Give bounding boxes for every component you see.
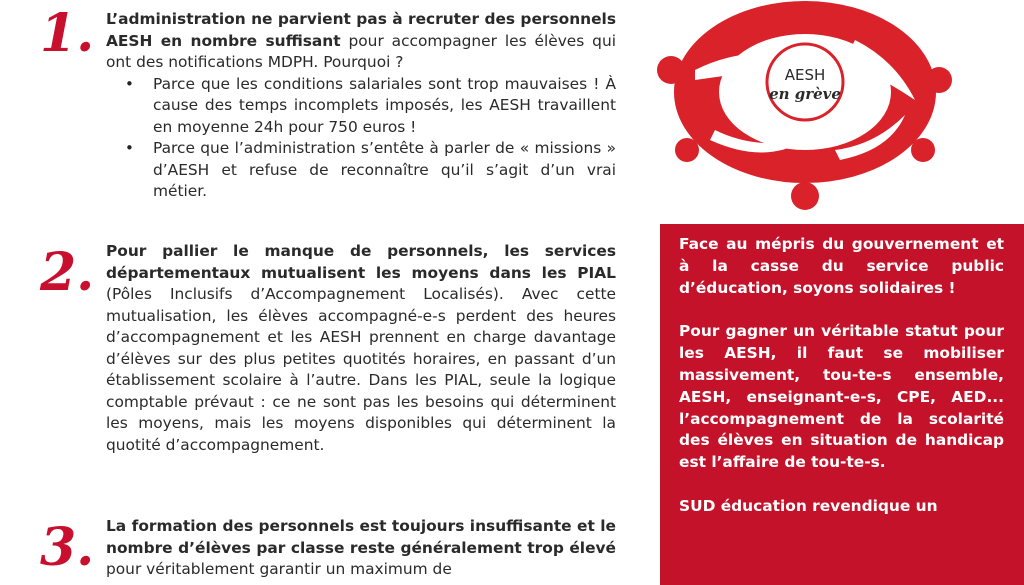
lifebuoy-people-icon bbox=[655, 0, 955, 210]
sidebar-paragraph-3: SUD éducation revendique un bbox=[679, 496, 938, 515]
section-3 bbox=[106, 516, 616, 581]
sidebar-paragraph-2: Pour gagner un véritable statut pour les AESH, il faut se mobiliser massivement, tou-te-s ensemble, AESH, enseignant-e-s, CPE, AED... l’accompagnement de la scolarité des élèves en situation de handicap est l’affaire de tou-te-s. bbox=[679, 322, 1004, 472]
sidebar-paragraph-1: Face au mépris du gouvernement et à la casse du service public d’éducation, soyons solidaires ! bbox=[679, 235, 1004, 297]
logo-line-2: en grève bbox=[769, 85, 841, 103]
section-number-2: 2. bbox=[40, 242, 95, 303]
logo-line-1: AESH bbox=[784, 66, 826, 84]
section-3-intro-rest: pour véritablement garantir un maximum de bbox=[106, 560, 452, 578]
section-3-intro-bold: La formation des personnels est toujours insuffisante et le nombre d’élèves par classe reste généralement trop élevé bbox=[106, 517, 616, 557]
section-2 bbox=[106, 241, 616, 456]
section-1-bullet-list bbox=[106, 74, 616, 203]
section-2-intro-bold: Pour pallier le manque de personnels, les services départementaux mutualisent les moyens dans les PIAL bbox=[106, 242, 616, 282]
section-1-intro-rest: pour accompagner les élèves qui ont des notifications MDPH. Pourquoi ? bbox=[106, 31, 616, 71]
bullet-text: Parce que les conditions salariales sont trop mauvaises ! À cause des temps incomplets imposés, les AESH travaillent en moyenne 24h pour 750 euros ! bbox=[153, 74, 616, 136]
sidebar-red-box bbox=[660, 224, 1024, 585]
section-3-body bbox=[106, 516, 616, 581]
section-1-intro-bold: L’administration ne parvient pas à recruter des personnels AESH en nombre suffisant bbox=[106, 10, 616, 50]
bullet-item bbox=[125, 138, 616, 203]
section-1 bbox=[106, 9, 616, 203]
bullet-text: Parce que l’administration s’entête à parler de « missions » d’AESH et refuse de reconnaître qu’il s’agit d’un vrai métier. bbox=[153, 139, 616, 200]
section-2-intro-rest: (Pôles Inclusifs d’Accompagnement Localisés). Avec cette mutualisation, les élèves accompagné-e-s perdent des heures d’accompagnement et les AESH prennent en charge davantage d’élèves sur des plus petites quotités horaires, en passant d’un établissement scolaire à l’autre. Dans les PIAL, seule la logique comptable prévaut : ce ne sont pas les besoins qui déterminent les moyens, mais les moyens disponibles qui déterminent la quotité d’accompagnement. bbox=[106, 285, 616, 454]
section-number-1: 1. bbox=[40, 3, 95, 64]
section-1-intro bbox=[106, 9, 616, 74]
bullet-item bbox=[125, 74, 616, 139]
section-2-body bbox=[106, 241, 616, 456]
section-number-3: 3. bbox=[40, 517, 95, 578]
bullet-dot-icon: • bbox=[125, 74, 134, 93]
bullet-dot-icon: • bbox=[125, 139, 134, 157]
